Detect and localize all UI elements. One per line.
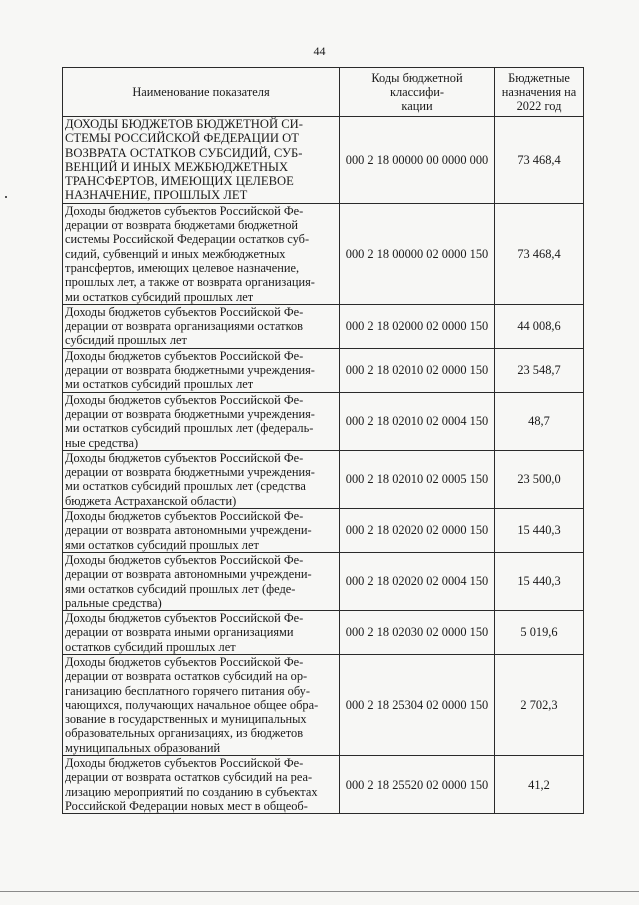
indicator-name-line: Доходы бюджетов субъектов Российской Фе- — [65, 611, 304, 626]
indicator-name-line: Доходы бюджетов субъектов Российской Фе- — [65, 304, 304, 319]
header-line: назначения на — [501, 84, 577, 99]
indicator-name-cell — [63, 450, 340, 508]
indicator-name-line: ные средства) — [65, 435, 139, 450]
indicator-name-line: ми остатков субсидий прошлых лет — [65, 377, 254, 392]
table-row — [63, 509, 584, 553]
table-row — [63, 654, 584, 755]
indicator-name-cell — [63, 654, 340, 755]
indicator-name-line: Доходы бюджетов субъектов Российской Фе- — [65, 203, 304, 218]
indicator-name-line: Доходы бюджетов субъектов Российской Фе- — [65, 654, 304, 669]
indicator-name-line: дерации от возврата автономными учреждени- — [65, 523, 312, 538]
header-name — [63, 68, 340, 117]
header-line: Бюджетные — [508, 70, 570, 85]
table-row — [63, 552, 584, 610]
indicator-name-line: ями остатков субсидий прошлых лет (феде- — [65, 581, 296, 596]
budget-code-cell: 000 2 18 02020 02 0004 150 — [340, 552, 495, 610]
indicator-name-cell — [63, 348, 340, 392]
indicator-name-line: дерации от возврата бюджетными учреждения- — [65, 406, 315, 421]
table-row — [63, 756, 584, 814]
indicator-name-line: зование в государственных и муниципальных — [65, 712, 307, 727]
budget-amount-cell: 23 548,7 — [495, 348, 584, 392]
indicator-name-line: Российской Федерации новых мест в общеоб- — [65, 798, 308, 813]
budget-code-cell: 000 2 18 25304 02 0000 150 — [340, 654, 495, 755]
indicator-name-cell — [63, 552, 340, 610]
indicator-name-line: ями остатков субсидий прошлых лет — [65, 537, 259, 552]
budget-amount-cell: 5 019,6 — [495, 611, 584, 655]
budget-code-cell: 000 2 18 00000 00 0000 000 — [340, 117, 495, 204]
indicator-name-line: бюджета Астраханской области) — [65, 493, 237, 508]
indicator-name-line: Доходы бюджетов субъектов Российской Фе- — [65, 756, 304, 771]
budget-code-cell: 000 2 18 02020 02 0000 150 — [340, 509, 495, 553]
table-row — [63, 392, 584, 450]
budget-code-cell: 000 2 18 00000 02 0000 150 — [340, 203, 495, 304]
indicator-name-cell — [63, 117, 340, 204]
indicator-name-cell — [63, 203, 340, 304]
budget-code-cell: 000 2 18 02000 02 0000 150 — [340, 304, 495, 348]
header-line: Наименование показателя — [132, 84, 270, 99]
indicator-name-cell — [63, 756, 340, 814]
indicator-name-line: ганизацию бесплатного горячего питания обу- — [65, 683, 310, 698]
indicator-name-line: ми остатков субсидий прошлых лет (федераль- — [65, 421, 314, 436]
indicator-name-line: системы Российской Федерации остатков суб- — [65, 232, 310, 247]
indicator-name-line: дерации от возврата иными организациями — [65, 625, 294, 640]
budget-amount-cell: 73 468,4 — [495, 203, 584, 304]
scan-mark — [5, 196, 7, 198]
table-body — [63, 117, 584, 814]
budget-amount-cell: 15 440,3 — [495, 509, 584, 553]
indicator-name-line: дерации от возврата организациями остатков — [65, 319, 304, 334]
budget-code-cell: 000 2 18 02030 02 0000 150 — [340, 611, 495, 655]
table-header-row — [63, 68, 584, 117]
header-code — [340, 68, 495, 117]
budget-table — [62, 67, 584, 814]
table-row — [63, 611, 584, 655]
indicator-name-line: образовательных организациях, из бюджетов — [65, 726, 304, 741]
table-row — [63, 117, 584, 204]
indicator-name-line: прошлых лет, а также от возврата организация- — [65, 275, 315, 290]
header-line: кации — [401, 99, 433, 114]
indicator-name-line: дерации от возврата бюджетами бюджетной — [65, 218, 299, 233]
budget-amount-cell: 73 468,4 — [495, 117, 584, 204]
indicator-name-line: Доходы бюджетов субъектов Российской Фе- — [65, 450, 304, 465]
budget-amount-cell: 15 440,3 — [495, 552, 584, 610]
header-amount — [495, 68, 584, 117]
indicator-name-line: Доходы бюджетов субъектов Российской Фе- — [65, 509, 304, 524]
indicator-name-line: лизацию мероприятий по созданию в субъектах — [65, 784, 318, 799]
indicator-name-line: дерации от возврата остатков субсидий на ор- — [65, 669, 308, 684]
table-row — [63, 450, 584, 508]
table-row — [63, 304, 584, 348]
bottom-rule — [0, 891, 639, 892]
budget-code-cell: 000 2 18 02010 02 0004 150 — [340, 392, 495, 450]
indicator-name-line: ВЕНЦИЙ И ИНЫХ МЕЖБЮДЖЕТНЫХ — [65, 159, 289, 174]
indicator-name-line: трансфертов, имеющих целевое назначение, — [65, 260, 300, 275]
budget-code-cell: 000 2 18 02010 02 0000 150 — [340, 348, 495, 392]
indicator-name-cell — [63, 509, 340, 553]
indicator-name-line: сидий, субвенций и иных межбюджетных — [65, 246, 286, 261]
indicator-name-line: остатков субсидий прошлых лет — [65, 639, 236, 654]
indicator-name-line: ми остатков субсидий прошлых лет (средства — [65, 479, 306, 494]
budget-amount-cell: 2 702,3 — [495, 654, 584, 755]
budget-amount-cell: 44 008,6 — [495, 304, 584, 348]
indicator-name-line: ми остатков субсидий прошлых лет — [65, 289, 254, 304]
page-number: 44 — [313, 44, 326, 58]
indicator-name-line: Доходы бюджетов субъектов Российской Фе- — [65, 552, 304, 567]
budget-amount-cell: 48,7 — [495, 392, 584, 450]
indicator-name-cell — [63, 392, 340, 450]
indicator-name-line: чающихся, получающих начальное общее обра- — [65, 697, 319, 712]
indicator-name-line: дерации от возврата остатков субсидий на реа- — [65, 770, 313, 785]
indicator-name-line: дерации от возврата бюджетными учреждения- — [65, 465, 315, 480]
budget-code-cell: 000 2 18 25520 02 0000 150 — [340, 756, 495, 814]
header-line: 2022 год — [516, 99, 562, 114]
indicator-name-line: НАЗНАЧЕНИЕ, ПРОШЛЫХ ЛЕТ — [65, 188, 248, 203]
indicator-name-line: Доходы бюджетов субъектов Российской Фе- — [65, 392, 304, 407]
indicator-name-line: ВОЗВРАТА ОСТАТКОВ СУБСИДИЙ, СУБ- — [65, 145, 303, 160]
indicator-name-cell — [63, 304, 340, 348]
indicator-name-line: ральные средства) — [65, 595, 162, 610]
indicator-name-line: дерации от возврата автономными учреждени- — [65, 567, 312, 582]
indicator-name-line: СТЕМЫ РОССИЙСКОЙ ФЕДЕРАЦИИ ОТ — [65, 131, 299, 146]
indicator-name-line: ТРАНСФЕРТОВ, ИМЕЮЩИХ ЦЕЛЕВОЕ — [65, 174, 294, 189]
indicator-name-cell — [63, 611, 340, 655]
budget-amount-cell: 41,2 — [495, 756, 584, 814]
table-row — [63, 348, 584, 392]
indicator-name-line: дерации от возврата бюджетными учреждения- — [65, 363, 315, 378]
table-row — [63, 203, 584, 304]
budget-code-cell: 000 2 18 02010 02 0005 150 — [340, 450, 495, 508]
indicator-name-line: субсидий прошлых лет — [65, 333, 187, 348]
header-line: Коды бюджетной классифи- — [371, 70, 463, 99]
indicator-name-line: ДОХОДЫ БЮДЖЕТОВ БЮДЖЕТНОЙ СИ- — [65, 117, 303, 131]
indicator-name-line: муниципальных образований — [65, 740, 221, 755]
budget-amount-cell: 23 500,0 — [495, 450, 584, 508]
indicator-name-line: Доходы бюджетов субъектов Российской Фе- — [65, 348, 304, 363]
